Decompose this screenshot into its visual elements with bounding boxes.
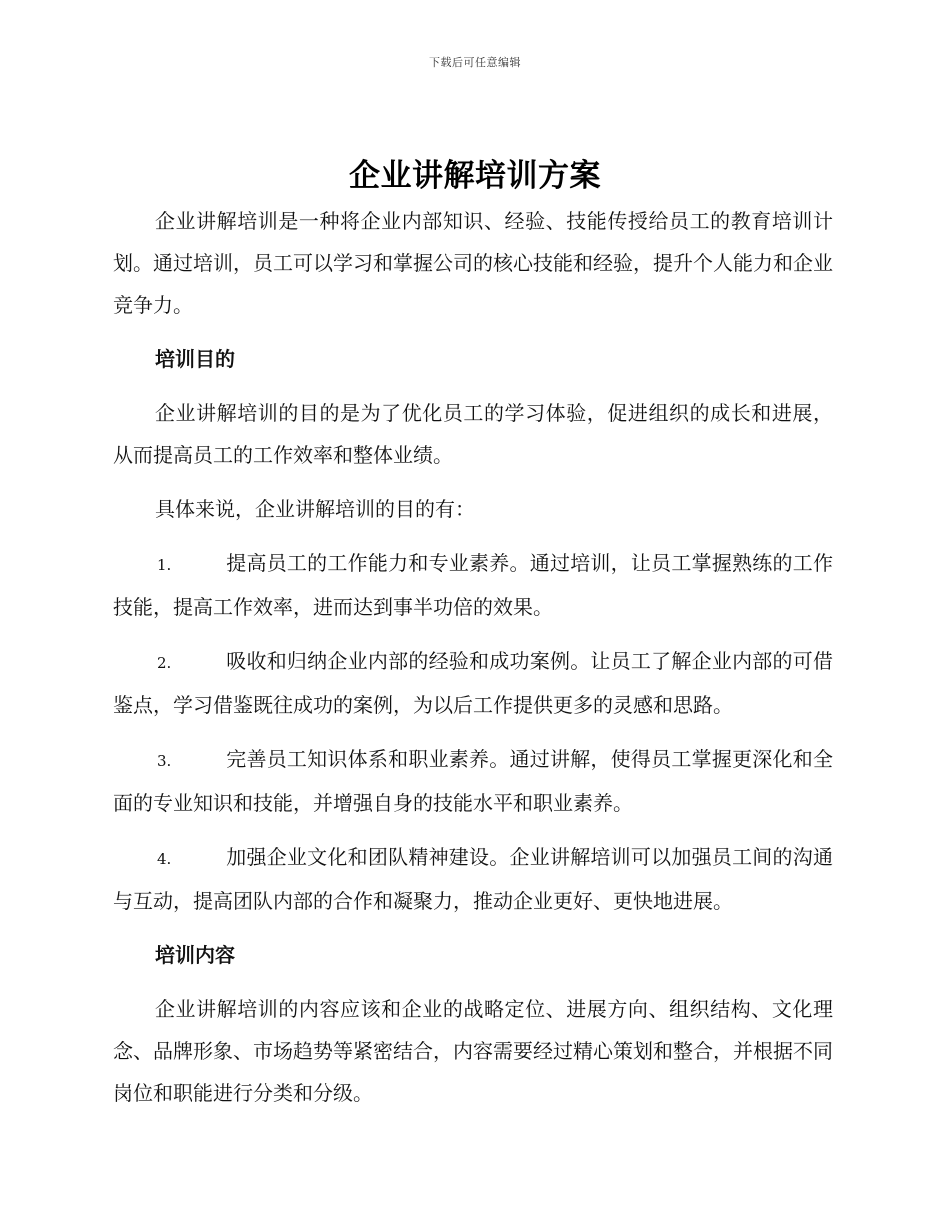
list-item-text: 加强企业文化和团队精神建设。企业讲解培训可以加强员工间的沟通与互动，提高团队内部的合作和凝聚力，推动企业更好、更快地进展。 bbox=[113, 845, 833, 913]
list-item bbox=[113, 738, 833, 824]
content-paragraph: 企业讲解培训的内容应该和企业的战略定位、进展方向、组织结构、文化理念、品牌形象、市场趋势等紧密结合，内容需要经过精心策划和整合，并根据不同岗位和职能进行分类和分级。 bbox=[113, 997, 833, 1105]
purpose-intro-paragraph: 具体来说，企业讲解培训的目的有： bbox=[155, 497, 475, 521]
list-item-text: 完善员工知识体系和职业素养。通过讲解，使得员工掌握更深化和全面的专业知识和技能，并增强自身的技能水平和职业素养。 bbox=[113, 747, 833, 815]
document-title: 企业讲解培训方案 bbox=[349, 158, 601, 194]
list-item-number: 4. bbox=[157, 850, 172, 868]
list-item-text: 吸收和归纳企业内部的经验和成功案例。让员工了解企业内部的可借鉴点，学习借鉴既往成功的案例，为以后工作提供更多的灵感和思路。 bbox=[113, 649, 833, 717]
intro-paragraph: 企业讲解培训是一种将企业内部知识、经验、技能传授给员工的教育培训计划。通过培训，员工可以学习和掌握公司的核心技能和经验，提升个人能力和企业竞争力。 bbox=[113, 209, 833, 317]
section-heading-purpose: 培训目的 bbox=[155, 347, 235, 371]
list-item bbox=[113, 542, 833, 628]
list-item-text: 提高员工的工作能力和专业素养。通过培训，让员工掌握熟练的工作技能，提高工作效率，进而达到事半功倍的效果。 bbox=[113, 551, 833, 619]
list-item bbox=[113, 836, 833, 922]
document-body bbox=[113, 200, 833, 1126]
list-item-number: 1. bbox=[157, 556, 172, 574]
list-item bbox=[113, 640, 833, 726]
purpose-paragraph: 企业讲解培训的目的是为了优化员工的学习体验，促进组织的成长和进展，从而提高员工的工作效率和整体业绩。 bbox=[113, 401, 833, 467]
section-heading-content: 培训内容 bbox=[155, 943, 235, 967]
list-item-number: 3. bbox=[157, 752, 172, 770]
list-item-number: 2. bbox=[157, 654, 172, 672]
header-note: 下载后可任意编辑 bbox=[429, 56, 521, 69]
